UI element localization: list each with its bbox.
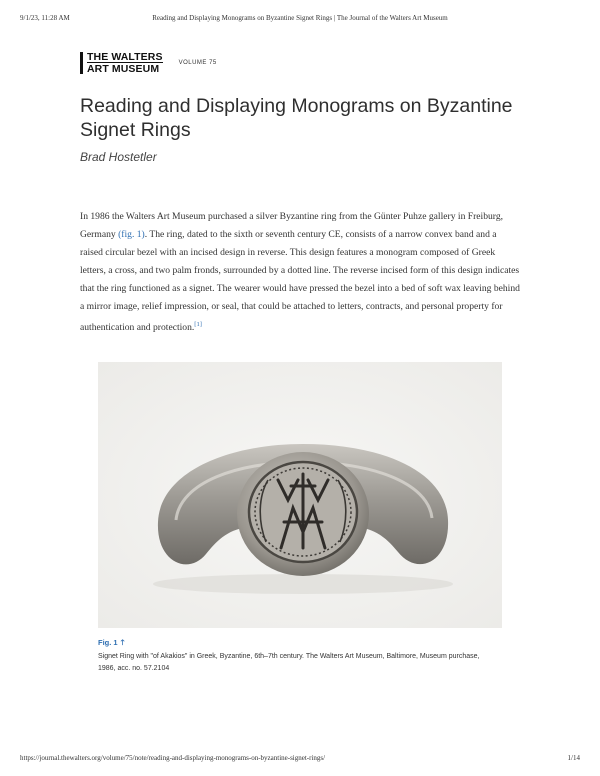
print-page-title: Reading and Displaying Monograms on Byzantine Signet Rings | The Journal of the Walters Art Museum [152,14,448,22]
logo-line-1: THE WALTERS [87,51,163,63]
volume-label[interactable]: VOLUME 75 [178,60,217,66]
page-counter: 1/14 [567,754,580,762]
figure-caption: Signet Ring with "of Akakios" in Greek, Byzantine, 6th–7th century. The Walters Art Museum, Baltimore, Museum purchase, 1986, acc. no. 57.2104 [98,653,480,672]
print-url: https://journal.thewalters.org/volume/75/note/reading-and-displaying-monograms-on-byzantine-signet-rings/ [20,754,326,762]
masthead [80,52,217,74]
footnote-1-link[interactable]: [1] [194,321,202,328]
article-title: Reading and Displaying Monograms on Byzantine Signet Rings [80,95,513,141]
figure-label-text: Fig. 1 [98,638,118,647]
logo-line-2: ART MUSEUM [87,62,163,74]
figure-label[interactable] [98,637,125,650]
signet-ring-photo[interactable] [98,362,502,628]
paragraph-text-start: In 1986 the Walters Art Museum purchased a silver Byzantine ring from the Günter Puhze gallery in Freiburg, Germany [80,211,504,240]
article-author: Brad Hostetler [80,150,157,164]
arrow-up-icon[interactable]: 🡑 [120,638,125,647]
paragraph-text-end: . The ring, dated to the sixth or seventh century CE, consists of a narrow convex band and a raised circular bezel with an incised design in reverse. This design features a monogram composed of Greek letters, a cross, and two palm fronds, surrounded by a dotted line. The reverse incised form of this design indicates that the ring functioned as a signet. The wearer would have pressed the bezel into a bed of soft wax leaving behind a mirror image, relief impression, or seal, that could be attached to letters, contracts, and personal property for authentication and protection. [80,229,520,334]
article-paragraph [80,208,520,337]
ring-illustration [98,362,502,628]
figure-1-link[interactable]: (fig. 1) [118,229,145,240]
walters-logo[interactable] [80,52,163,74]
print-date: 9/1/23, 11:28 AM [20,14,70,22]
